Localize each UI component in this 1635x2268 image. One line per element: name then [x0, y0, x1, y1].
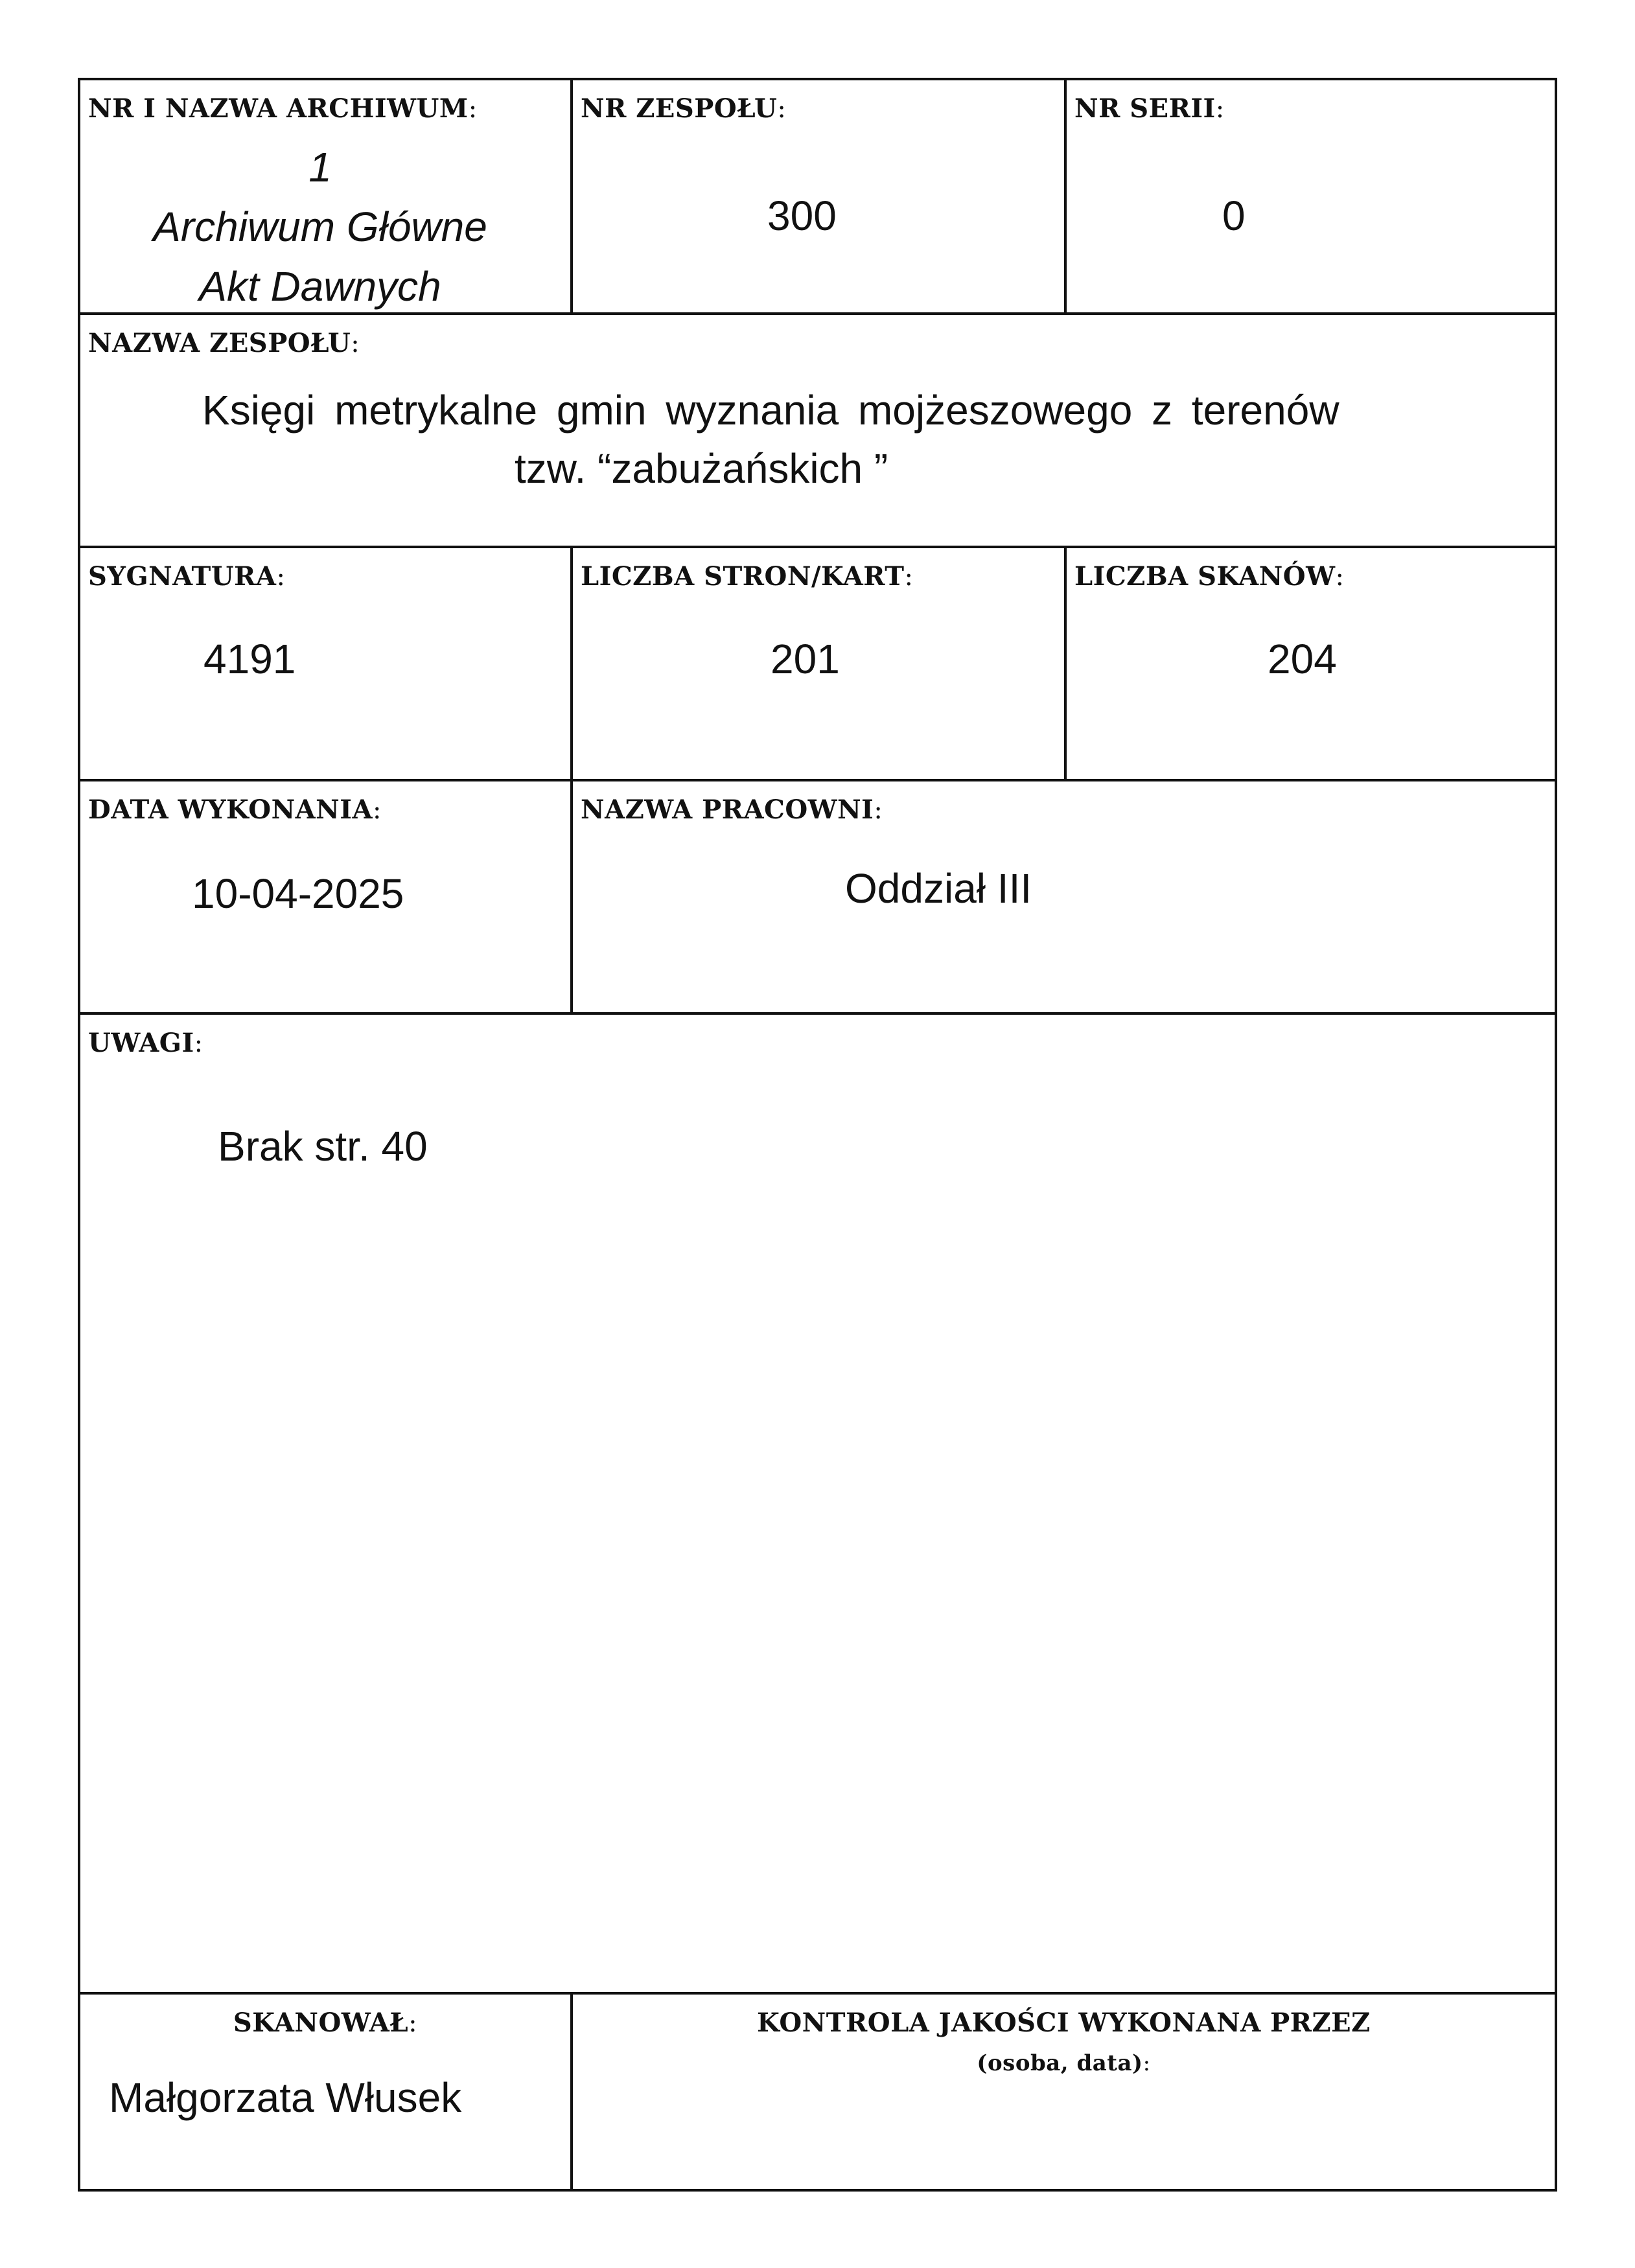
- archive-label-colon: :: [468, 94, 478, 124]
- notes-label: UWAGI: [88, 1028, 194, 1058]
- quality-control-label-line2: (osoba, data): [977, 2050, 1143, 2076]
- workshop-value: Oddział III: [845, 865, 1032, 912]
- cell-fonds-number: [573, 80, 1067, 312]
- cell-pages: [573, 548, 1067, 779]
- signature-label-colon: :: [276, 562, 286, 592]
- scans-label: LICZBA SKANÓW: [1074, 561, 1336, 592]
- fonds-name-line2: tzw. “zabużańskich ”: [515, 445, 888, 492]
- quality-control-label-line1: KONTROLA JAKOŚCI WYKONANA PRZEZ: [757, 2008, 1371, 2038]
- archive-name-line1: Archiwum Główne: [153, 203, 487, 250]
- scans-value: 204: [1268, 636, 1337, 682]
- notes-value: Brak str. 40: [218, 1123, 428, 1170]
- series-number-label: NR SERII: [1074, 93, 1216, 124]
- scanned-by-value: Małgorzata Włusek: [109, 2074, 462, 2121]
- cell-series-number: [1067, 80, 1555, 312]
- metadata-card: [78, 78, 1557, 2192]
- fonds-number-label: NR ZESPOŁU: [581, 93, 778, 124]
- row-signoff: [80, 1995, 1555, 2189]
- archive-name-line2: Akt Dawnych: [199, 263, 441, 310]
- row-date-workshop: [80, 781, 1555, 1015]
- archive-number: 1: [308, 144, 332, 191]
- date-label: DATA WYKONANIA: [88, 794, 373, 825]
- row-notes: [80, 1015, 1555, 1995]
- cell-archive: [80, 80, 573, 312]
- cell-scanned-by: [80, 1995, 573, 2189]
- row-fonds-name: [80, 315, 1555, 548]
- workshop-label: NAZWA PRACOWNI: [581, 794, 874, 825]
- cell-signature: [80, 548, 573, 779]
- cell-scans: [1067, 548, 1555, 779]
- archive-label: NR I NAZWA ARCHIWUM: [88, 93, 469, 124]
- quality-control-label-colon: :: [1142, 2050, 1151, 2076]
- pages-value: 201: [771, 636, 840, 682]
- signature-label: SYGNATURA: [88, 561, 277, 592]
- notes-label-colon: :: [194, 1028, 203, 1058]
- fonds-name-label: NAZWA ZESPOŁU: [88, 328, 351, 358]
- workshop-label-colon: :: [874, 795, 883, 825]
- row-counts: [80, 548, 1555, 781]
- cell-workshop: [573, 781, 1555, 1012]
- fonds-name-label-colon: :: [351, 329, 360, 358]
- fonds-name-line1: Księgi metrykalne gmin wyznania mojżeszowego z terenów: [202, 387, 1339, 434]
- date-label-colon: :: [373, 795, 382, 825]
- scans-label-colon: :: [1335, 562, 1345, 592]
- signature-value: 4191: [203, 636, 296, 682]
- fonds-number-value: 300: [767, 192, 837, 239]
- cell-date: [80, 781, 573, 1012]
- fonds-number-label-colon: :: [777, 94, 787, 124]
- row-archive: [80, 80, 1555, 315]
- cell-quality-control: [573, 1995, 1555, 2189]
- pages-label-colon: :: [904, 562, 914, 592]
- series-number-value: 0: [1222, 192, 1246, 239]
- pages-label: LICZBA STRON/KART: [581, 561, 905, 592]
- date-value: 10-04-2025: [192, 870, 404, 917]
- scanned-by-label: SKANOWAŁ: [233, 2008, 409, 2038]
- series-number-label-colon: :: [1215, 94, 1225, 124]
- scanned-by-label-colon: :: [408, 2008, 418, 2038]
